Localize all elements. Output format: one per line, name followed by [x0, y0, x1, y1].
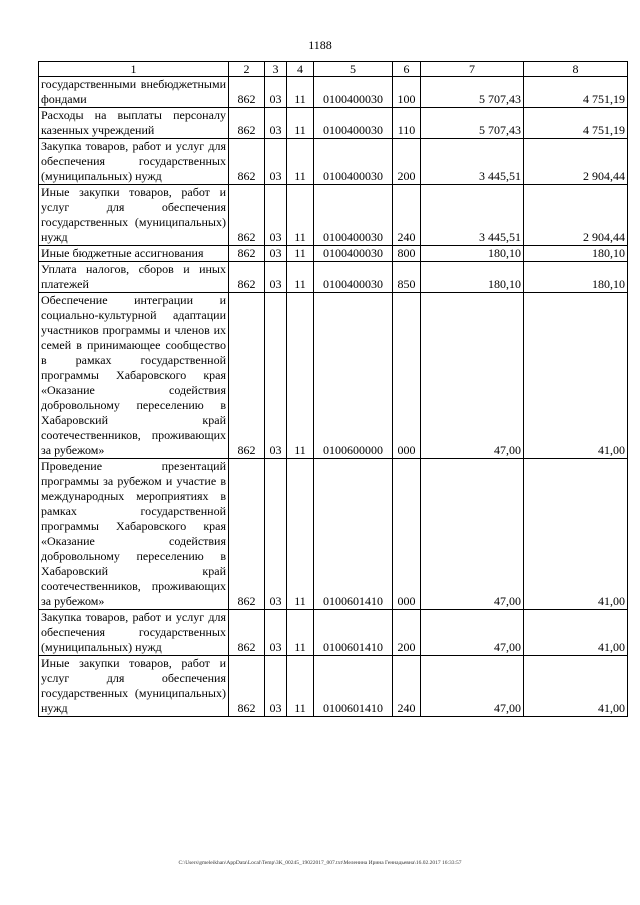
row-amount-actual: 2 904,44 — [524, 185, 628, 246]
row-expense-type: 800 — [393, 246, 421, 262]
row-section: 03 — [265, 77, 287, 108]
row-subsection: 11 — [287, 610, 314, 656]
row-target-code: 0100400030 — [314, 262, 393, 293]
row-description: Расходы на выплаты персоналу казенных учреждений — [39, 108, 229, 139]
row-section: 03 — [265, 656, 287, 717]
row-description: Иные закупки товаров, работ и услуг для обеспечения государственных (муниципальных) нужд — [39, 185, 229, 246]
row-subsection: 11 — [287, 293, 314, 459]
row-target-code: 0100400030 — [314, 185, 393, 246]
header-cell: 4 — [287, 62, 314, 77]
row-description: Обеспечение интеграции и социально-культурной адаптации участников программы и членов их семей в принимающее сообщество в рамках государственной программы Хабаровского края «Оказание содействия добровольному переселению в Хабаровский край соотечественников, проживающих за рубежом» — [39, 293, 229, 459]
row-description: Закупка товаров, работ и услуг для обеспечения государственных (муниципальных) нужд — [39, 139, 229, 185]
table-row — [39, 293, 628, 459]
row-amount-actual: 4 751,19 — [524, 108, 628, 139]
row-subsection: 11 — [287, 656, 314, 717]
header-cell: 6 — [393, 62, 421, 77]
row-target-code: 0100400030 — [314, 139, 393, 185]
row-expense-type: 000 — [393, 293, 421, 459]
row-ministry-code: 862 — [229, 185, 265, 246]
header-row — [39, 62, 628, 77]
header-cell: 8 — [524, 62, 628, 77]
header-cell: 1 — [39, 62, 229, 77]
row-section: 03 — [265, 108, 287, 139]
page-number: 1188 — [308, 38, 332, 52]
row-amount-actual: 41,00 — [524, 293, 628, 459]
row-amount-plan: 180,10 — [421, 246, 524, 262]
row-amount-plan: 47,00 — [421, 459, 524, 610]
row-target-code: 0100400030 — [314, 246, 393, 262]
table-row — [39, 139, 628, 185]
row-ministry-code: 862 — [229, 656, 265, 717]
row-ministry-code: 862 — [229, 77, 265, 108]
table-row — [39, 185, 628, 246]
row-description: государственными внебюджетными фондами — [39, 77, 229, 108]
row-target-code: 0100600000 — [314, 293, 393, 459]
row-ministry-code: 862 — [229, 293, 265, 459]
table-row — [39, 656, 628, 717]
row-amount-actual: 180,10 — [524, 262, 628, 293]
row-target-code: 0100601410 — [314, 459, 393, 610]
row-section: 03 — [265, 610, 287, 656]
row-amount-actual: 41,00 — [524, 656, 628, 717]
row-section: 03 — [265, 459, 287, 610]
header-cell: 2 — [229, 62, 265, 77]
row-amount-actual: 41,00 — [524, 459, 628, 610]
table-row — [39, 246, 628, 262]
row-subsection: 11 — [287, 185, 314, 246]
row-ministry-code: 862 — [229, 139, 265, 185]
row-subsection: 11 — [287, 108, 314, 139]
row-description: Иные бюджетные ассигнования — [39, 246, 229, 262]
row-subsection: 11 — [287, 77, 314, 108]
budget-table — [38, 61, 628, 717]
header-cell: 3 — [265, 62, 287, 77]
row-amount-plan: 180,10 — [421, 262, 524, 293]
row-amount-plan: 47,00 — [421, 656, 524, 717]
row-ministry-code: 862 — [229, 108, 265, 139]
row-subsection: 11 — [287, 459, 314, 610]
row-section: 03 — [265, 246, 287, 262]
row-amount-plan: 5 707,43 — [421, 108, 524, 139]
row-amount-plan: 5 707,43 — [421, 77, 524, 108]
row-amount-actual: 180,10 — [524, 246, 628, 262]
row-ministry-code: 862 — [229, 459, 265, 610]
row-ministry-code: 862 — [229, 246, 265, 262]
row-description: Проведение презентаций программы за рубежом и участие в международных мероприятиях в рамках государственной программы Хабаровского края «Оказание содействия добровольному переселению в Хабаровский край соотечественников, проживающих за рубежом» — [39, 459, 229, 610]
row-amount-plan: 3 445,51 — [421, 185, 524, 246]
table-row — [39, 262, 628, 293]
header-cell: 5 — [314, 62, 393, 77]
row-section: 03 — [265, 262, 287, 293]
file-path-footer: C:\Users\gmeleikhan\AppData\Local\Temp\3K_00245_19022017_007.txt\Меленина Ирина Геннадьевна\16.02.2017 16:33:57 — [178, 860, 462, 866]
row-target-code: 0100400030 — [314, 108, 393, 139]
row-description: Закупка товаров, работ и услуг для обеспечения государственных (муниципальных) нужд — [39, 610, 229, 656]
row-amount-plan: 47,00 — [421, 293, 524, 459]
row-ministry-code: 862 — [229, 262, 265, 293]
row-amount-actual: 41,00 — [524, 610, 628, 656]
row-subsection: 11 — [287, 139, 314, 185]
table-row — [39, 610, 628, 656]
header-cell: 7 — [421, 62, 524, 77]
row-expense-type: 100 — [393, 77, 421, 108]
row-amount-actual: 2 904,44 — [524, 139, 628, 185]
row-description: Иные закупки товаров, работ и услуг для обеспечения государственных (муниципальных) нужд — [39, 656, 229, 717]
row-expense-type: 000 — [393, 459, 421, 610]
row-description: Уплата налогов, сборов и иных платежей — [39, 262, 229, 293]
row-target-code: 0100601410 — [314, 610, 393, 656]
table-row — [39, 77, 628, 108]
row-subsection: 11 — [287, 262, 314, 293]
row-expense-type: 240 — [393, 656, 421, 717]
row-expense-type: 200 — [393, 610, 421, 656]
table-row — [39, 108, 628, 139]
table-row — [39, 459, 628, 610]
row-expense-type: 110 — [393, 108, 421, 139]
row-section: 03 — [265, 293, 287, 459]
row-target-code: 0100400030 — [314, 77, 393, 108]
row-expense-type: 200 — [393, 139, 421, 185]
row-subsection: 11 — [287, 246, 314, 262]
table-body — [39, 77, 628, 717]
row-amount-plan: 47,00 — [421, 610, 524, 656]
row-ministry-code: 862 — [229, 610, 265, 656]
row-amount-actual: 4 751,19 — [524, 77, 628, 108]
row-expense-type: 850 — [393, 262, 421, 293]
row-amount-plan: 3 445,51 — [421, 139, 524, 185]
row-section: 03 — [265, 185, 287, 246]
row-expense-type: 240 — [393, 185, 421, 246]
row-target-code: 0100601410 — [314, 656, 393, 717]
row-section: 03 — [265, 139, 287, 185]
